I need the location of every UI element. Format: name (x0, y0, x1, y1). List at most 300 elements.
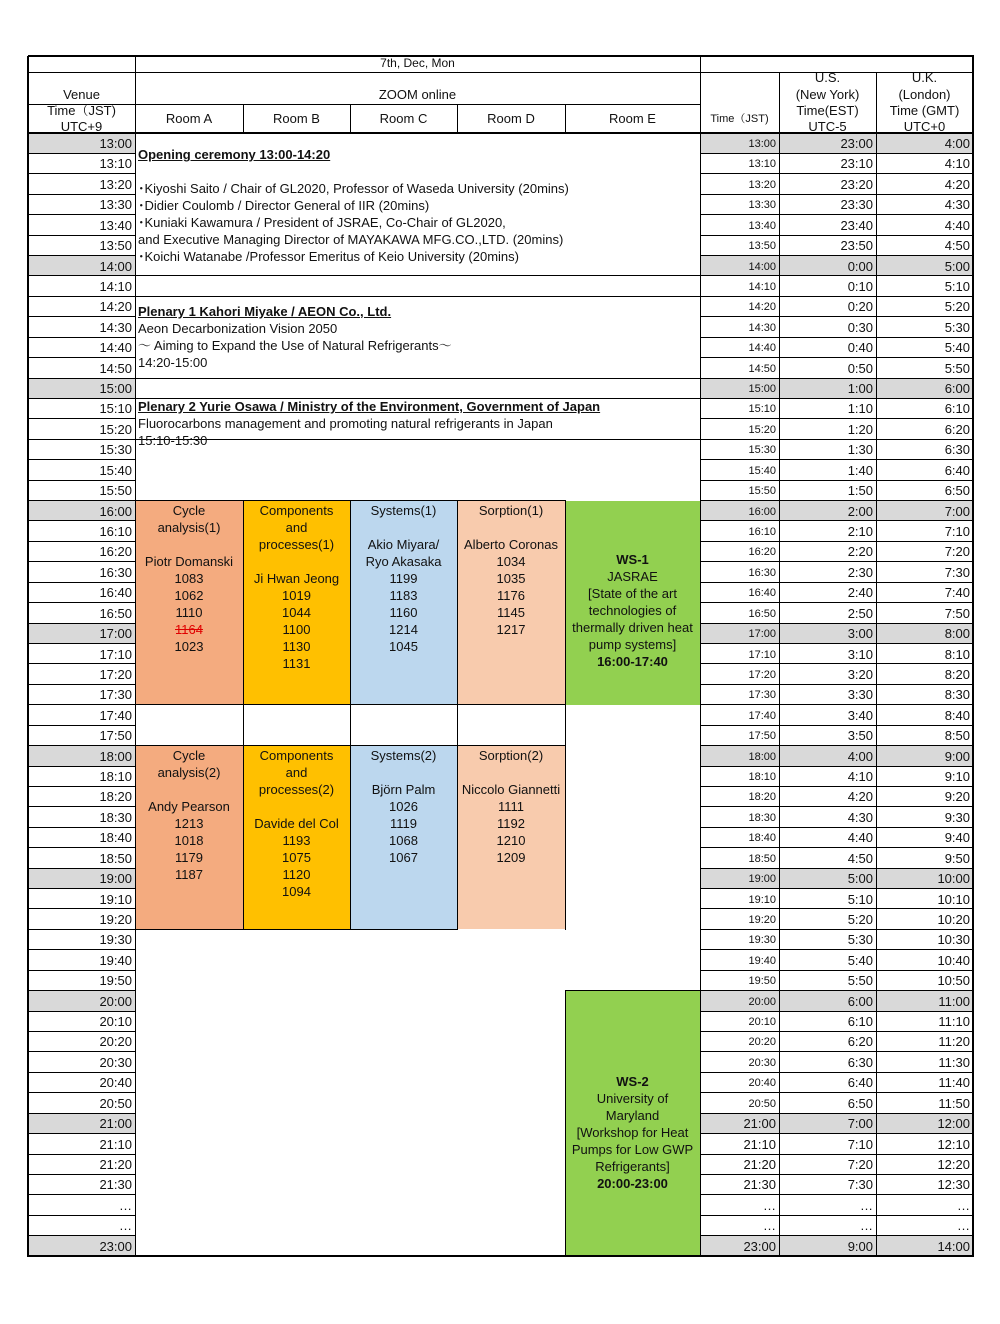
time-est-cell: 2:40 (847, 585, 873, 601)
row-line-jst (28, 1051, 136, 1052)
row-line-jst (28, 1215, 136, 1216)
session-sorption-2 (457, 747, 565, 866)
session-cycle-analysis-2-line: 1187 (175, 866, 203, 882)
row-line-right (700, 459, 974, 460)
time-est-cell: 2:50 (847, 605, 873, 621)
time-est-cell: 1:30 (847, 442, 873, 458)
time-gmt-cell: 4:50 (944, 238, 970, 254)
row-line-jst (28, 418, 136, 419)
plenary-2-line: 15:10-15:30 (138, 433, 208, 448)
session-cycle-analysis-1-line: 1062 (174, 587, 204, 603)
time-gmt-cell: 5:30 (944, 319, 970, 335)
time-est-cell: 2:10 (847, 523, 873, 539)
time-jst-right-cell: 17:40 (748, 709, 776, 722)
room-header-e: Room E (609, 111, 656, 126)
session-components-processes-1 (243, 502, 350, 672)
time-jst-cell: 20:20 (99, 1034, 132, 1050)
workshop-ws1-line: thermally driven heat (572, 620, 693, 635)
time-jst-right-cell: 17:30 (748, 689, 776, 702)
time-jst-right-cell: 19:00 (748, 873, 776, 886)
session-systems-2-line: 1119 (390, 815, 417, 831)
time-jst-cell: 16:40 (99, 585, 132, 601)
room-header-b: Room B (273, 111, 320, 126)
time-jst-right-cell: 20:30 (748, 1056, 776, 1069)
session-components-processes-2 (243, 747, 350, 900)
time-jst-right-cell: 16:20 (748, 546, 776, 559)
row-line-right (700, 480, 974, 481)
time-jst-right-cell: 16:00 (748, 505, 776, 518)
session-sorption-2-line: Sorption(2) (478, 747, 544, 763)
time-gmt-cell: 4:30 (944, 197, 970, 213)
time-est-cell: 3:10 (847, 646, 873, 662)
time-gmt-cell: 9:30 (944, 809, 970, 825)
time-jst-cell: 16:10 (99, 523, 132, 539)
row-line-jst (28, 888, 136, 889)
time-est-cell: 23:30 (840, 197, 873, 213)
time-jst-right-cell: 17:20 (748, 668, 776, 681)
session-components-processes-2-line: 1075 (282, 849, 311, 865)
session-cycle-analysis-1-line: 1083 (174, 570, 204, 586)
time-est-cell: 2:20 (847, 544, 873, 560)
session-components-processes-1-line: Ji Hwan Jeong (253, 570, 340, 586)
time-jst-cell: 13:10 (99, 156, 132, 172)
time-jst-cell: 13:30 (99, 197, 132, 213)
row-line-jst (28, 173, 136, 174)
session-systems-1-line: 1199 (389, 570, 418, 586)
row-line-right (700, 296, 974, 297)
session-cycle-analysis-2-line: Cycle (172, 747, 206, 763)
session-components-processes-1-line: 1131 (282, 655, 311, 671)
time-jst-right-cell: 17:50 (748, 730, 776, 743)
time-est-cell: 23:40 (840, 217, 873, 233)
session-components-processes-2-line: Components (259, 747, 334, 763)
time-jst-cell: 17:00 (99, 626, 132, 642)
session-cycle-analysis-2-line: 1213 (174, 815, 204, 831)
time-gmt-cell: 11:20 (938, 1034, 970, 1050)
row-line-jst (28, 745, 136, 746)
time-jst-cell: 15:40 (99, 462, 132, 478)
row-line-jst (28, 214, 136, 215)
time-est-cell: 23:20 (840, 176, 873, 192)
session-components-processes-2-line: 1094 (282, 883, 311, 899)
time-jst-right-cell: 13:30 (748, 199, 776, 212)
row-line-right (700, 970, 974, 971)
time-est-cell: 2:00 (847, 503, 873, 519)
row-line-right (700, 316, 974, 317)
plenary-1 (138, 303, 452, 371)
row-line-right (700, 500, 974, 501)
row-line-jst (28, 1133, 136, 1134)
time-gmt-cell: 4:10 (944, 156, 970, 172)
time-jst-right-cell: 15:20 (748, 423, 776, 436)
time-jst-right-cell: 13:10 (748, 158, 776, 171)
row-line-jst (28, 500, 136, 501)
session-cycle-analysis-1 (135, 502, 243, 655)
row-line-jst (28, 786, 136, 787)
session-systems-2-line: 1026 (389, 798, 418, 814)
time-jst-cell: 18:30 (99, 809, 132, 825)
time-jst-cell: 18:00 (99, 748, 132, 764)
time-jst-cell: 20:10 (99, 1014, 132, 1030)
row-line-jst (28, 1011, 136, 1012)
time-jst-right-cell: 13:00 (748, 138, 776, 150)
time-jst-cell: 17:30 (99, 687, 132, 703)
session-components-processes-2-line: and (285, 764, 308, 780)
row-line-jst (28, 255, 136, 256)
time-jst-right-cell: 14:00 (748, 260, 776, 273)
time-jst-right-cell: 20:00 (748, 995, 776, 1008)
row-line-jst (28, 459, 136, 460)
time-jst-cell: 18:10 (99, 769, 132, 785)
workshop-ws1-line: JASRAE (607, 569, 658, 584)
time-gmt-cell: 10:00 (937, 871, 970, 887)
row-line-jst (28, 990, 136, 991)
row-line-jst (28, 908, 136, 909)
opening-ceremony-line: ･Kuniaki Kawamura / President of JSRAE, Co-Chair of GL2020, (138, 215, 506, 230)
row-line-jst (28, 847, 136, 848)
time-jst-cell: 19:50 (99, 973, 132, 989)
row-line-right (700, 868, 974, 869)
row-line-jst (28, 1072, 136, 1073)
session-systems-1-line: 1045 (389, 638, 418, 654)
workshop-ws1-line: WS-1 (616, 552, 649, 567)
session-sorption-1-line (509, 519, 513, 536)
session-cycle-analysis-1-line: analysis(1) (157, 519, 221, 535)
session-systems-1 (350, 502, 457, 655)
row-line-right (700, 786, 974, 787)
workshop-ws1-line: 16:00-17:40 (597, 654, 668, 669)
time-gmt-cell: 9:20 (944, 789, 970, 805)
time-est-cell: 0:40 (847, 340, 873, 356)
time-gmt-cell: 11:00 (938, 993, 970, 1009)
time-gmt-cell: 12:20 (937, 1157, 970, 1172)
time-jst-right-cell: 21:20 (743, 1157, 776, 1172)
session-sorption-1-line: 1034 (496, 553, 526, 569)
time-jst-right-header: Time（JST) (710, 113, 769, 125)
plenary-1-title: Plenary 1 Kahori Miyake / AEON Co., Ltd. (138, 304, 392, 319)
time-gmt-cell: 12:10 (937, 1136, 970, 1152)
time-gmt-cell: 14:00 (937, 1238, 970, 1254)
session-systems-1-line: 1183 (389, 587, 418, 603)
workshop-ws2-line: Pumps for Low GWP (571, 1142, 694, 1157)
time-est-cell: 5:20 (847, 911, 873, 927)
session-sorption-2-line: Niccolo Giannetti (461, 781, 561, 797)
time-jst-cell: 14:30 (99, 319, 132, 335)
time-est-cell: 7:00 (847, 1116, 873, 1132)
session-systems-1-line: 1160 (389, 604, 418, 620)
time-gmt-cell: 5:20 (944, 299, 970, 315)
row-line-right (700, 766, 974, 767)
session-cycle-analysis-1-line: Piotr Domanski (144, 553, 234, 569)
time-jst-cell: 17:10 (99, 646, 132, 662)
time-jst-right-cell: 14:40 (748, 342, 776, 355)
opening-ceremony-line: ･Koichi Watanabe /Professor Emeritus of Keio University (20mins) (138, 249, 519, 264)
schedule-date: 7th, Dec, Mon (380, 56, 455, 70)
plenary-1-line: ～ Aiming to Expand the Use of Natural Refrigerants～ (138, 338, 452, 353)
time-est-cell: 23:00 (840, 136, 873, 151)
session-components-processes-1-line: 1100 (282, 621, 311, 637)
workshop-ws2-line: Maryland (605, 1108, 660, 1123)
session-systems-2-line: Björn Palm (371, 781, 436, 797)
row-line-right (700, 439, 974, 440)
session-sorption-2-line: 1210 (496, 832, 526, 848)
time-gmt-cell: 11:10 (938, 1014, 970, 1030)
time-jst-cell: 21:00 (99, 1116, 132, 1132)
time-jst-right-cell: 19:10 (748, 893, 776, 906)
time-gmt-cell: 6:40 (944, 462, 970, 478)
time-jst-cell: 16:00 (99, 503, 132, 519)
time-jst-cell: 14:10 (99, 278, 132, 294)
session-components-processes-1-line: 1019 (282, 587, 311, 603)
time-jst-right-cell: 19:40 (748, 954, 776, 967)
time-est-cell: 4:40 (847, 830, 873, 846)
time-jst-cell: 13:40 (99, 217, 132, 233)
time-gmt-cell: 8:10 (944, 646, 970, 662)
row-line-right (700, 847, 974, 848)
time-jst-cell: 15:00 (99, 381, 132, 397)
row-line-right (700, 806, 974, 807)
row-line-right (700, 1113, 974, 1114)
row-line-jst (28, 1154, 136, 1155)
us-time-label: Time(EST) (796, 103, 859, 118)
time-est-cell: 1:50 (847, 483, 873, 499)
time-jst-right-cell: 16:50 (748, 607, 776, 620)
session-sorption-2-line (509, 764, 513, 781)
time-gmt-cell: 8:20 (944, 666, 970, 682)
time-gmt-cell: 4:20 (944, 176, 970, 192)
block-border-bottom (135, 929, 458, 930)
session-sorption-1-line: Alberto Coronas (464, 536, 558, 552)
time-jst-cell: 16:20 (99, 544, 132, 560)
time-gmt-cell: 7:30 (944, 564, 970, 580)
session-cycle-analysis-2 (135, 747, 243, 883)
time-est-cell: 4:00 (847, 748, 873, 764)
workshop-ws1-line: [State of the art (588, 586, 677, 601)
session-systems-2-line (402, 764, 406, 781)
venue-platform: ZOOM online (378, 87, 457, 102)
time-jst-right-cell: 21:30 (743, 1177, 776, 1193)
row-line-right (700, 990, 974, 991)
row-line-jst (28, 970, 136, 971)
row-line-right (700, 1235, 974, 1236)
row-line-right (700, 1072, 974, 1073)
gap-row-side (243, 705, 244, 747)
row-line-right (700, 623, 974, 624)
time-gmt-cell: 12:30 (937, 1177, 970, 1193)
row-line-right (700, 235, 974, 236)
session-sorption-2-line: 1209 (496, 849, 526, 865)
block-border-top (565, 990, 701, 991)
time-est-cell: 1:00 (847, 381, 873, 397)
time-jst-right-cell: 19:30 (748, 934, 776, 947)
time-jst-right-cell: 23:00 (743, 1238, 776, 1254)
time-jst-right-cell: 13:20 (748, 178, 776, 191)
row-line-jst (28, 766, 136, 767)
us-label: U.S. (814, 70, 841, 85)
opening-ceremony-line: and Executive Managing Director of MAYAKAWA MFG.CO.,LTD. (20mins) (138, 232, 564, 247)
time-gmt-cell: 11:50 (938, 1095, 970, 1111)
workshop-ws2-line: [Workshop for Heat (576, 1125, 689, 1140)
row-line-jst (28, 194, 136, 195)
time-jst-right-cell: 15:30 (748, 444, 776, 457)
row-line-right (700, 153, 974, 154)
row-line-jst (28, 704, 136, 705)
time-jst-cell: 13:00 (99, 136, 132, 151)
time-jst-cell: 16:50 (99, 605, 132, 621)
session-systems-2-line: Systems(2) (370, 747, 437, 763)
room-header-d: Room D (487, 111, 535, 126)
time-jst-right-cell: 19:50 (748, 975, 776, 988)
row-line-right (700, 663, 974, 664)
utc-jst-offset: UTC+9 (60, 119, 103, 134)
session-sorption-2-line: 1192 (497, 815, 525, 831)
plenary-2-line: Fluorocarbons management and promoting natural refrigerants in Japan (138, 416, 553, 431)
row-line-jst (28, 868, 136, 869)
time-est-cell: 5:00 (847, 871, 873, 887)
block-border-bottom (565, 1256, 701, 1257)
uk-utc-offset: UTC+0 (903, 119, 946, 134)
gap-row-side (350, 705, 351, 747)
row-line-jst (28, 1031, 136, 1032)
time-est-cell: 3:50 (847, 728, 873, 744)
row-line-right (700, 949, 974, 950)
session-components-processes-2-line: Davide del Col (254, 815, 339, 831)
session-components-processes-1-line: 1044 (282, 604, 311, 620)
time-jst-cell: 14:20 (99, 299, 132, 315)
time-jst-cell: 20:00 (99, 993, 132, 1009)
time-gmt-cell: 8:30 (944, 687, 970, 703)
row-line-right (700, 1194, 974, 1195)
session-sorption-1-line: 1176 (497, 587, 525, 603)
workshop-ws2-line: Refrigerants] (595, 1159, 670, 1174)
time-jst-right-cell: 18:40 (748, 832, 776, 845)
row-line-jst (28, 1235, 136, 1236)
time-gmt-cell: 4:40 (944, 217, 970, 233)
row-line-jst (28, 929, 136, 930)
uk-time-label: Time (GMT) (889, 103, 960, 118)
time-jst-right-cell: 18:30 (748, 811, 776, 824)
session-cycle-analysis-1-line: 1023 (174, 638, 204, 654)
row-line-jst (28, 623, 136, 624)
row-line-right (700, 929, 974, 930)
session-systems-1-line: Systems(1) (370, 502, 437, 518)
time-est-cell: 4:20 (847, 789, 873, 805)
row-line-right (700, 704, 974, 705)
session-components-processes-2-line: 1120 (282, 866, 311, 882)
time-jst-cell: 18:20 (99, 789, 132, 805)
time-gmt-cell: 9:40 (944, 830, 970, 846)
time-jst-right-cell: 13:50 (748, 240, 776, 253)
row-line-jst (28, 1194, 136, 1195)
time-jst-cell: 20:30 (99, 1054, 132, 1070)
row-line-jst (28, 725, 136, 726)
time-jst-cell: 21:20 (99, 1157, 132, 1172)
time-jst-cell: 16:30 (99, 564, 132, 580)
time-est-cell: 1:20 (847, 421, 873, 437)
time-jst-cell: 19:40 (99, 952, 132, 968)
row-line-jst (28, 1092, 136, 1093)
time-jst-right-cell: 18:00 (748, 750, 776, 763)
time-jst-cell: 13:20 (99, 176, 132, 192)
time-gmt-cell: … (957, 1197, 970, 1213)
time-gmt-cell: 11:40 (938, 1075, 970, 1091)
session-sorption-1-line: 1145 (497, 604, 525, 620)
time-gmt-cell: 7:50 (944, 605, 970, 621)
row-line-right (700, 418, 974, 419)
time-gmt-cell: 6:50 (944, 483, 970, 499)
time-est-cell: 3:00 (847, 626, 873, 642)
row-line-right (700, 1011, 974, 1012)
time-jst-right-cell: 17:10 (748, 648, 776, 661)
row-line-jst (28, 582, 136, 583)
opening-ceremony-line: ･Didier Coulomb / Director General of IIR (20mins) (138, 198, 430, 213)
session-cycle-analysis-1-line (187, 536, 191, 553)
time-gmt-cell: 8:50 (944, 728, 970, 744)
time-gmt-cell: 7:00 (944, 503, 970, 519)
time-jst-right-cell: … (763, 1197, 776, 1213)
time-est-cell: 5:30 (847, 932, 873, 948)
row-line-jst (28, 684, 136, 685)
session-systems-1-line (402, 519, 406, 536)
time-jst-right-cell: 19:20 (748, 913, 776, 926)
time-jst-right-cell: 14:30 (748, 321, 776, 334)
time-gmt-cell: 11:30 (938, 1054, 970, 1070)
opening-ceremony (138, 146, 569, 265)
row-line-right (700, 602, 974, 603)
time-gmt-cell: 9:50 (944, 850, 970, 866)
time-jst-right-cell: 17:00 (748, 628, 776, 641)
row-line-jst (28, 663, 136, 664)
time-jst-right-cell: 18:20 (748, 791, 776, 804)
session-components-processes-1-line: processes(1) (258, 536, 335, 552)
time-jst-cell: 19:30 (99, 932, 132, 948)
row-line-right (700, 255, 974, 256)
time-est-cell: 6:50 (847, 1095, 873, 1111)
row-line-jst (28, 806, 136, 807)
time-est-cell: 3:40 (847, 707, 873, 723)
time-jst-right-cell: 20:20 (748, 1036, 776, 1049)
row-line-right (700, 745, 974, 746)
row-line-jst (28, 480, 136, 481)
time-gmt-cell: 6:30 (944, 442, 970, 458)
time-est-cell: 7:20 (847, 1157, 873, 1172)
time-gmt-cell: 7:20 (944, 544, 970, 560)
row-line-right (700, 194, 974, 195)
time-est-cell: 1:40 (847, 462, 873, 478)
row-line-right (700, 643, 974, 644)
row-line-jst (28, 296, 136, 297)
time-est-cell: 0:10 (847, 278, 873, 294)
time-jst-cell: 14:00 (99, 258, 132, 274)
workshop-ws2-line: WS-2 (616, 1074, 649, 1089)
row-line-jst (28, 1113, 136, 1114)
time-jst-right-cell: 16:40 (748, 587, 776, 600)
time-jst-cell: 15:50 (99, 483, 132, 499)
time-est-cell: 4:50 (847, 850, 873, 866)
time-jst-right-cell: 13:40 (748, 219, 776, 232)
session-components-processes-1-line: 1130 (282, 638, 311, 654)
session-border (135, 296, 701, 297)
row-line-right (700, 357, 974, 358)
time-jst-cell: 20:40 (99, 1075, 132, 1091)
session-border (135, 275, 701, 276)
time-gmt-cell: 5:50 (944, 360, 970, 376)
time-jst-cell: 18:40 (99, 830, 132, 846)
time-jst-cell: 23:00 (99, 1238, 132, 1254)
time-jst-cell: 17:50 (99, 728, 132, 744)
session-cycle-analysis-2-line (187, 781, 191, 798)
time-est-cell: 6:40 (847, 1075, 873, 1091)
